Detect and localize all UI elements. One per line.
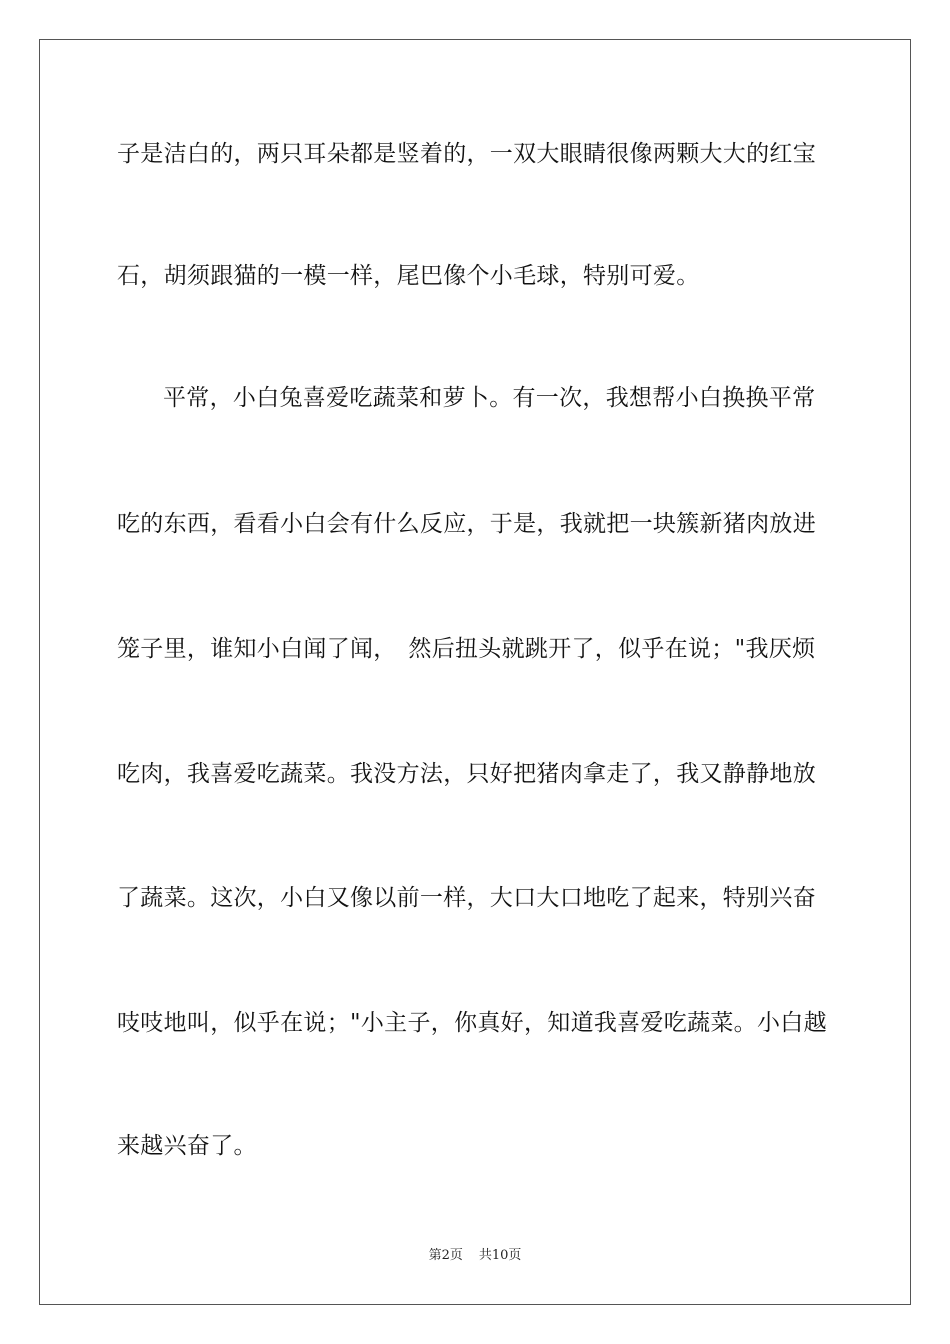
paragraph-line: 子是洁白的，两只耳朵都是竖着的，一双大眼睛很像两颗大大的红宝: [117, 141, 816, 167]
paragraph-line: 了蔬菜。这次，小白又像以前一样，大口大口地吃了起来，特别兴奋: [117, 885, 816, 911]
paragraph-line: 吃肉，我喜爱吃蔬菜。我没方法，只好把猪肉拿走了，我又静静地放: [117, 761, 816, 787]
paragraph-line: 来越兴奋了。: [117, 1133, 257, 1159]
paragraph-line: 笼子里，谁知小白闻了闻， 然后扭头就跳开了，似乎在说；"我厌烦: [117, 636, 816, 662]
page-number: 第2页: [428, 1248, 463, 1263]
paragraph-line: 吃的东西，看看小白会有什么反应，于是，我就把一块簇新猪肉放进: [117, 511, 816, 537]
page-total: 共10页: [478, 1248, 522, 1263]
paragraph-line: 石，胡须跟猫的一模一样，尾巴像个小毛球，特别可爱。: [117, 263, 700, 289]
paragraph-line: 吱吱地叫，似乎在说；"小主子，你真好，知道我喜爱吃蔬菜。小白越: [117, 1010, 827, 1036]
paragraph-line: 平常，小白兔喜爱吃蔬菜和萝卜。有一次，我想帮小白换换平常: [163, 385, 816, 411]
page-footer: [0, 1247, 950, 1265]
page-border: [39, 39, 911, 1305]
